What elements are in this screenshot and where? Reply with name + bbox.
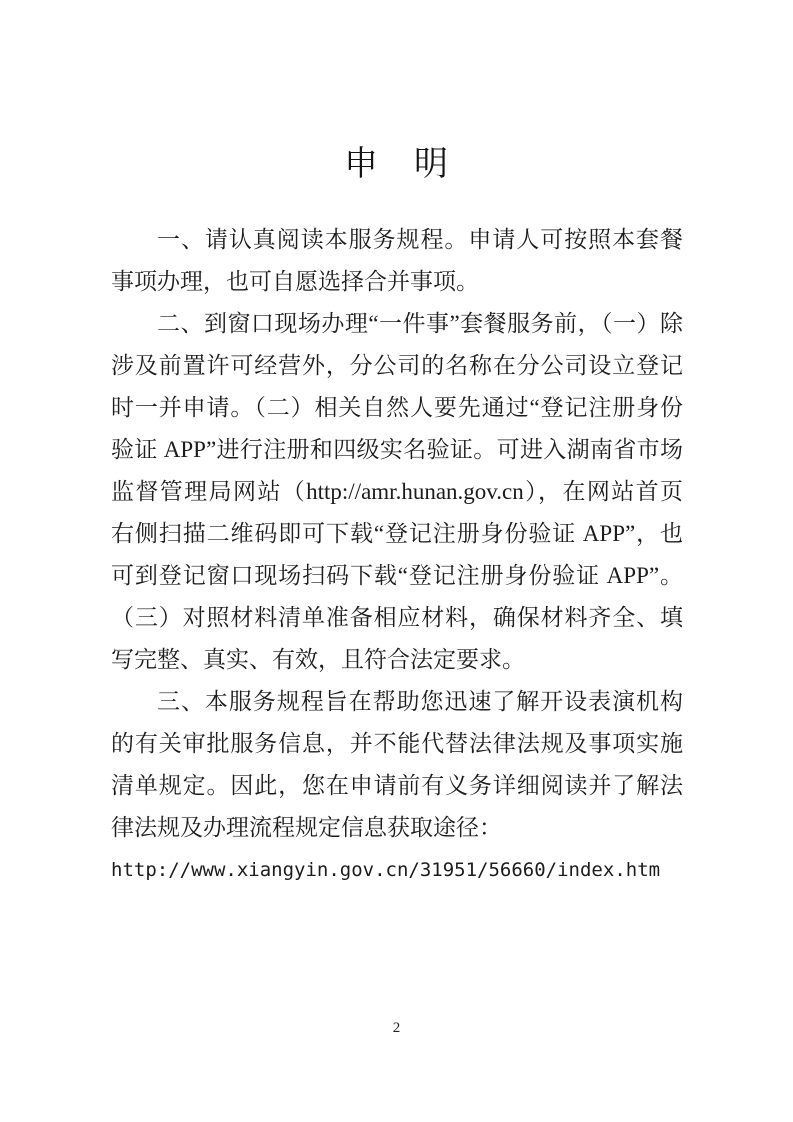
info-url-text: http://www.xiangyin.gov.cn/31951/56660/index.htm xyxy=(111,859,661,881)
paragraph-1: 一、请认真阅读本服务规程。申请人可按照本套餐事项办理，也可自愿选择合并事项。 xyxy=(111,227,683,294)
paragraph-2: 二、到窗口现场办理“一件事”套餐服务前，（一）除涉及前置许可经营外，分公司的名称在分公司设立登记时一并申请。（二）相关自然人要先通过“登记注册身份验证 APP”进行注册和四级实名验证。可进入湖南省市场监督管理局网站（http://amr.hunan.gov.cn），在网站首页右侧扫描二维码即可下载“登记注册身份验证 APP”，也可到登记窗口现场扫码下载“登记注册身份验证 APP”。（三）对照材料清单准备相应材料，确保材料齐全、填写完整、真实、有效，且符合法定要求。 xyxy=(111,311,683,672)
page-number: 2 xyxy=(392,1020,401,1036)
document-body xyxy=(111,219,683,891)
paragraph-3: 三、本服务规程旨在帮助您迅速了解开设表演机构的有关审批服务信息，并不能代替法律法规及事项实施清单规定。因此，您在申请前有义务详细阅读并了解法律法规及办理流程规定信息获取途径： xyxy=(111,689,683,840)
document-title: 申 明 xyxy=(344,146,449,183)
